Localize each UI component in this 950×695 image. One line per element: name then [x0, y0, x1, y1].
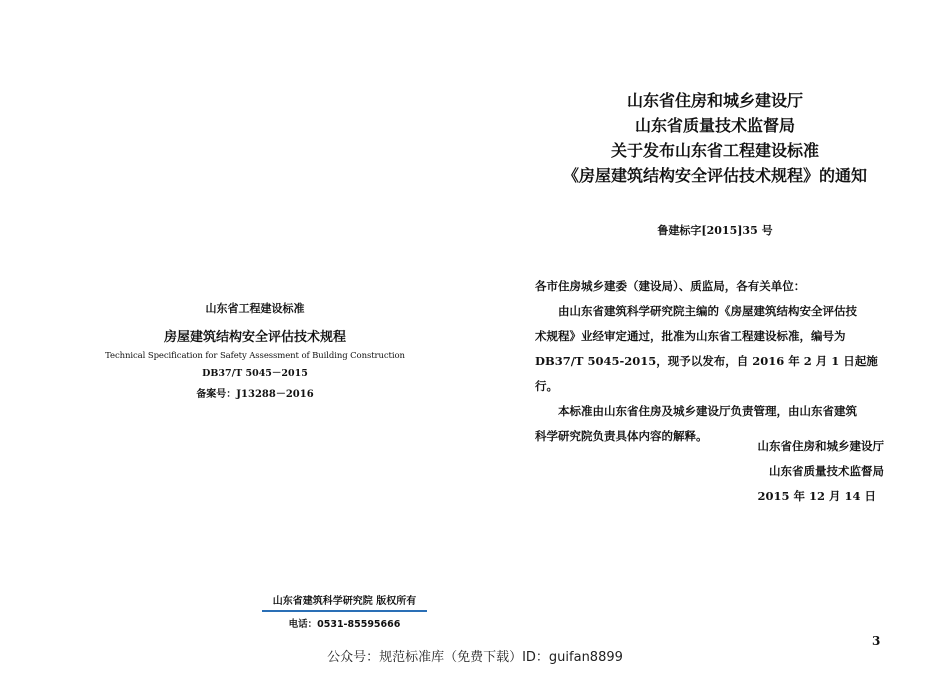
signature-block [700, 434, 890, 509]
notice-date: 2015 年 12 月 14 日 [757, 489, 876, 503]
notice-heading-line: 关于发布山东省工程建设标准 [610, 141, 819, 160]
signatory: 山东省住房和城乡建设厅 [757, 439, 884, 453]
standard-series: 山东省工程建设标准 [205, 302, 305, 315]
record-number: 备案号：J13288－2016 [196, 389, 314, 400]
page-number: 3 [872, 634, 881, 648]
notice-heading-line: 《房屋建筑结构安全评估技术规程》的通知 [562, 166, 867, 185]
document-number: 鲁建标字[2015]35 号 [657, 224, 773, 237]
notice-body-line: 科学研究院负责具体内容的解释。 [535, 429, 708, 443]
notice-body [535, 274, 900, 449]
watermark-text: 公众号：规范标准库（免费下载）ID：guifan8899 [327, 650, 623, 665]
standard-title: 房屋建筑结构安全评估技术规程 [163, 330, 346, 345]
copyright-owner: 山东省建筑科学研究院 版权所有 [262, 592, 427, 612]
notice-heading-line: 山东省住房和城乡建设厅 [626, 91, 803, 110]
notice-body-line: 本标准由山东省住房及城乡建设厅负责管理，由山东省建筑 [558, 404, 857, 418]
standard-code: DB37/T 5045－2015 [202, 368, 308, 379]
notice-heading-line: 山东省质量技术监督局 [634, 116, 795, 135]
notice-heading [530, 88, 900, 188]
notice-addressee: 各市住房城乡建委（建设局）、质监局，各有关单位： [535, 279, 806, 293]
copyright-block [262, 592, 427, 630]
notice-body-line: 由山东省建筑科学研究院主编的《房屋建筑结构安全评估技 [558, 304, 857, 318]
standard-title-english: Technical Specification for Safety Assessment of Building Construction [105, 351, 405, 361]
notice-body-line: DB37/T 5045-2015，现予以发布，自 2016 年 2 月 1 日起施行。 [535, 354, 878, 393]
standard-title-block [90, 300, 420, 400]
notice-body-line: 术规程》业经审定通过，批准为山东省工程建设标准，编号为 [535, 329, 846, 343]
signatory: 山东省质量技术监督局 [769, 464, 884, 478]
contact-phone: 电话：0531-85595666 [288, 619, 401, 630]
